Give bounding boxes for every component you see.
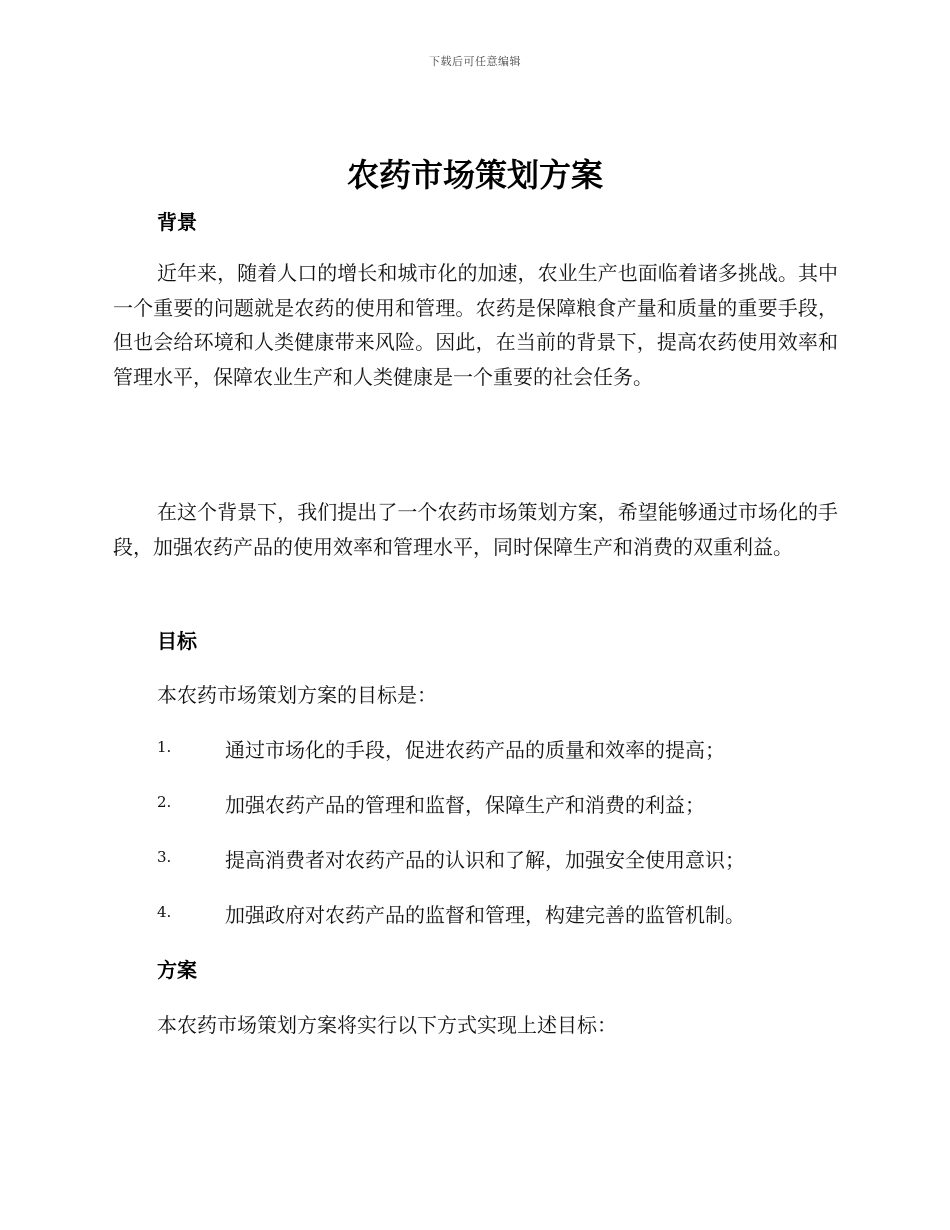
heading-goals: 目标 <box>157 629 197 653</box>
goal-item-2 <box>157 789 857 819</box>
plan-intro: 本农药市场策划方案将实行以下方式实现上述目标： <box>157 1013 617 1037</box>
list-number: 2. <box>157 793 172 811</box>
goal-item-3 <box>157 844 857 874</box>
goal-item-4 <box>157 899 857 929</box>
list-number: 1. <box>157 738 172 756</box>
list-number: 4. <box>157 903 172 921</box>
list-text: 加强政府对农药产品的监督和管理，构建完善的监管机制。 <box>225 903 745 927</box>
list-text: 提高消费者对农药产品的认识和了解，加强安全使用意识； <box>225 848 745 872</box>
background-paragraph-1: 近年来，随着人口的增长和城市化的加速，农业生产也面临着诸多挑战。其中一个重要的问题就是农药的使用和管理。农药是保障粮食产量和质量的重要手段，但也会给环境和人类健康带来风险。因此，在当前的背景下，提高农药使用效率和管理水平，保障农业生产和人类健康是一个重要的社会任务。 <box>113 261 838 389</box>
document-title: 农药市场策划方案 <box>346 156 603 194</box>
heading-background: 背景 <box>157 210 197 234</box>
background-paragraph-2: 在这个背景下，我们提出了一个农药市场策划方案，希望能够通过市场化的手段，加强农药产品的使用效率和管理水平，同时保障生产和消费的双重利益。 <box>113 500 838 559</box>
list-text: 加强农药产品的管理和监督，保障生产和消费的利益； <box>225 793 705 817</box>
heading-plan: 方案 <box>157 958 197 982</box>
list-text: 通过市场化的手段，促进农药产品的质量和效率的提高； <box>225 738 725 762</box>
goal-item-1 <box>157 734 857 764</box>
header-note: 下载后可任意编辑 <box>429 55 521 68</box>
list-number: 3. <box>157 848 172 866</box>
goals-intro: 本农药市场策划方案的目标是： <box>157 683 437 707</box>
